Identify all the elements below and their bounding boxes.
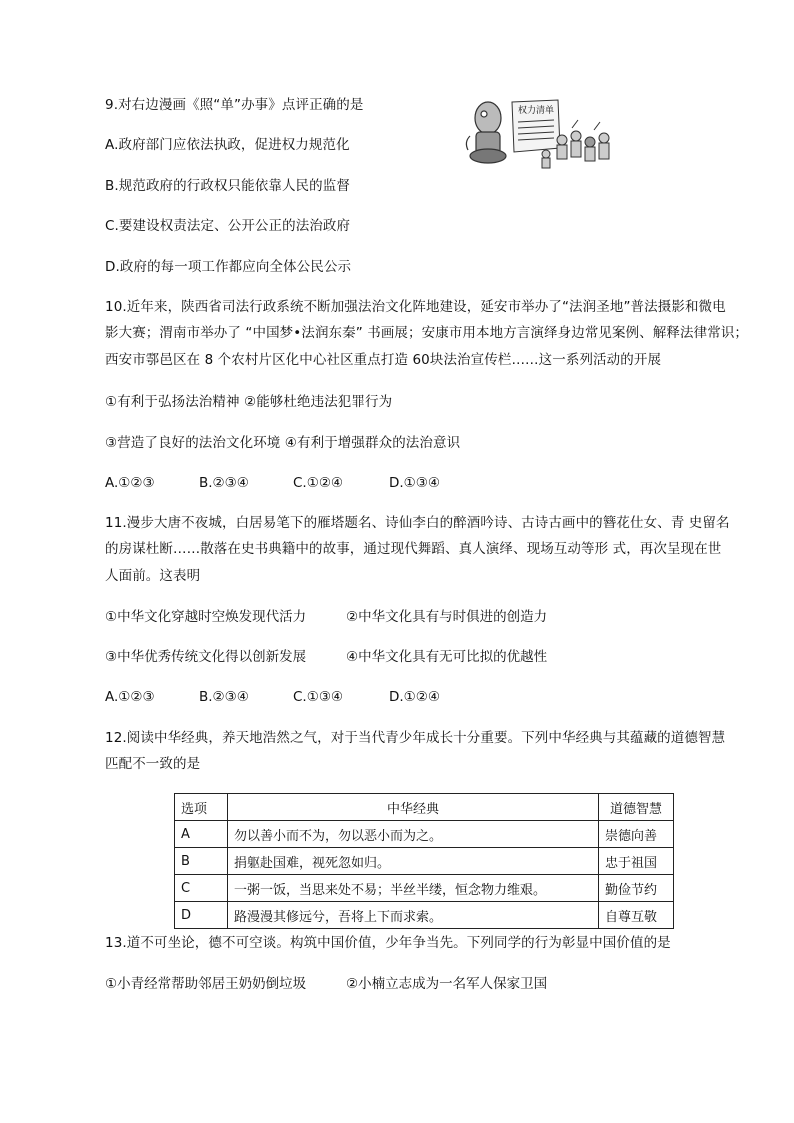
table-cell-wisdom: 勤俭节约 [599,875,674,902]
q10-stem-line1: 10.近年来，陕西省司法行政系统不断加强法治文化阵地建设，延安市举办了“法润圣地”普法摄影和微电 [105,299,726,315]
q10-option-d: D.①③④ [389,475,440,491]
q10-statement-1-2: ①有利于弘扬法治精神 ②能够杜绝违法犯罪行为 [105,394,393,410]
table-header-wisdom: 道德智慧 [599,794,674,821]
table-header-option: 选项 [175,794,228,821]
q11-option-a: A.①②③ [105,689,155,705]
q10-stem-line2: 影大赛；渭南市举办了 “中国梦•法润东秦” 书画展；安康市用本地方言演绎身边常见案例、解释法律常识； [105,325,749,341]
q11-statement-3: ③中华优秀传统文化得以创新发展 [105,649,307,665]
q11-statements-row1 [105,608,547,626]
q11-answer-options [105,688,440,706]
cartoon-illustration [462,96,618,176]
table-row [175,821,674,848]
q12-stem-line2: 匹配不一致的是 [105,756,201,772]
table-row [175,902,674,929]
table-cell-option: A [175,821,228,848]
q11-statement-4: ④中华文化具有无可比拟的优越性 [346,649,548,665]
table-cell-option: D [175,902,228,929]
q9-stem: 9.对右边漫画《照“单”办事》点评正确的是 [105,97,364,113]
table-cell-option: C [175,875,228,902]
table-cell-classic: 勿以善小而不为，勿以恶小而为之。 [228,821,599,848]
q11-statements-row2 [105,648,547,666]
q11-option-d: D.①②④ [389,689,440,705]
table-cell-classic: 一粥一饭，当思来处不易；半丝半缕，恒念物力维艰。 [228,875,599,902]
q10-option-a: A.①②③ [105,475,155,491]
q11-stem-line1: 11.漫步大唐不夜城，白居易笔下的雁塔题名、诗仙李白的醉酒吟诗、古诗古画中的簪花仕女、青 史留名 [105,515,730,531]
table-cell-classic: 路漫漫其修远兮，吾将上下而求索。 [228,902,599,929]
q9-option-a: A.政府部门应依法执政，促进权力规范化 [105,137,350,153]
table-cell-classic: 捐躯赴国难，视死忽如归。 [228,848,599,875]
q11-option-c: C.①③④ [293,689,344,705]
table-cell-wisdom: 自尊互敬 [599,902,674,929]
q13-statements-row1 [105,975,547,993]
q10-stem-line3: 西安市鄠邑区在 8 个农村片区化中心社区重点打造 60块法治宣传栏……这一系列活动的开展 [105,352,662,368]
q10-statement-3-4: ③营造了良好的法治文化环境 ④有利于增强群众的法治意识 [105,435,461,451]
table-cell-option: B [175,848,228,875]
q10-option-b: B.②③④ [199,475,249,491]
q11-stem-line2: 的房谋杜断……散落在史书典籍中的故事，通过现代舞蹈、真人演绎、现场互动等形 式，再次呈现在世 [105,541,722,557]
table-header-classic: 中华经典 [228,794,599,821]
q13-stem: 13.道不可坐论，德不可空谈。构筑中国价值，少年争当先。下列同学的行为彰显中国价值的是 [105,935,671,951]
q11-statement-1: ①中华文化穿越时空焕发现代活力 [105,609,307,625]
q11-stem-line3: 人面前。这表明 [105,568,201,584]
q9-option-d: D.政府的每一项工作都应向全体公民公示 [105,259,352,275]
q11-option-b: B.②③④ [199,689,249,705]
table-row [175,875,674,902]
q12-table [174,793,674,929]
q10-option-c: C.①②④ [293,475,344,491]
table-cell-wisdom: 忠于祖国 [599,848,674,875]
table-header-row [175,794,674,821]
table-cell-wisdom: 崇德向善 [599,821,674,848]
q10-answer-options [105,474,440,492]
q9-option-b: B.规范政府的行政权只能依靠人民的监督 [105,178,350,194]
table-row [175,848,674,875]
q12-stem-line1: 12.阅读中华经典，养天地浩然之气，对于当代青少年成长十分重要。下列中华经典与其蕴藏的道德智慧 [105,730,726,746]
q13-statement-2: ②小楠立志成为一名军人保家卫国 [346,976,548,992]
q9-option-c: C.要建设权责法定、公开公正的法治政府 [105,218,351,234]
q13-statement-1: ①小青经常帮助邻居王奶奶倒垃圾 [105,976,307,992]
cartoon-caption: 权力清单 [518,106,555,116]
q11-statement-2: ②中华文化具有与时俱进的创造力 [346,609,548,625]
